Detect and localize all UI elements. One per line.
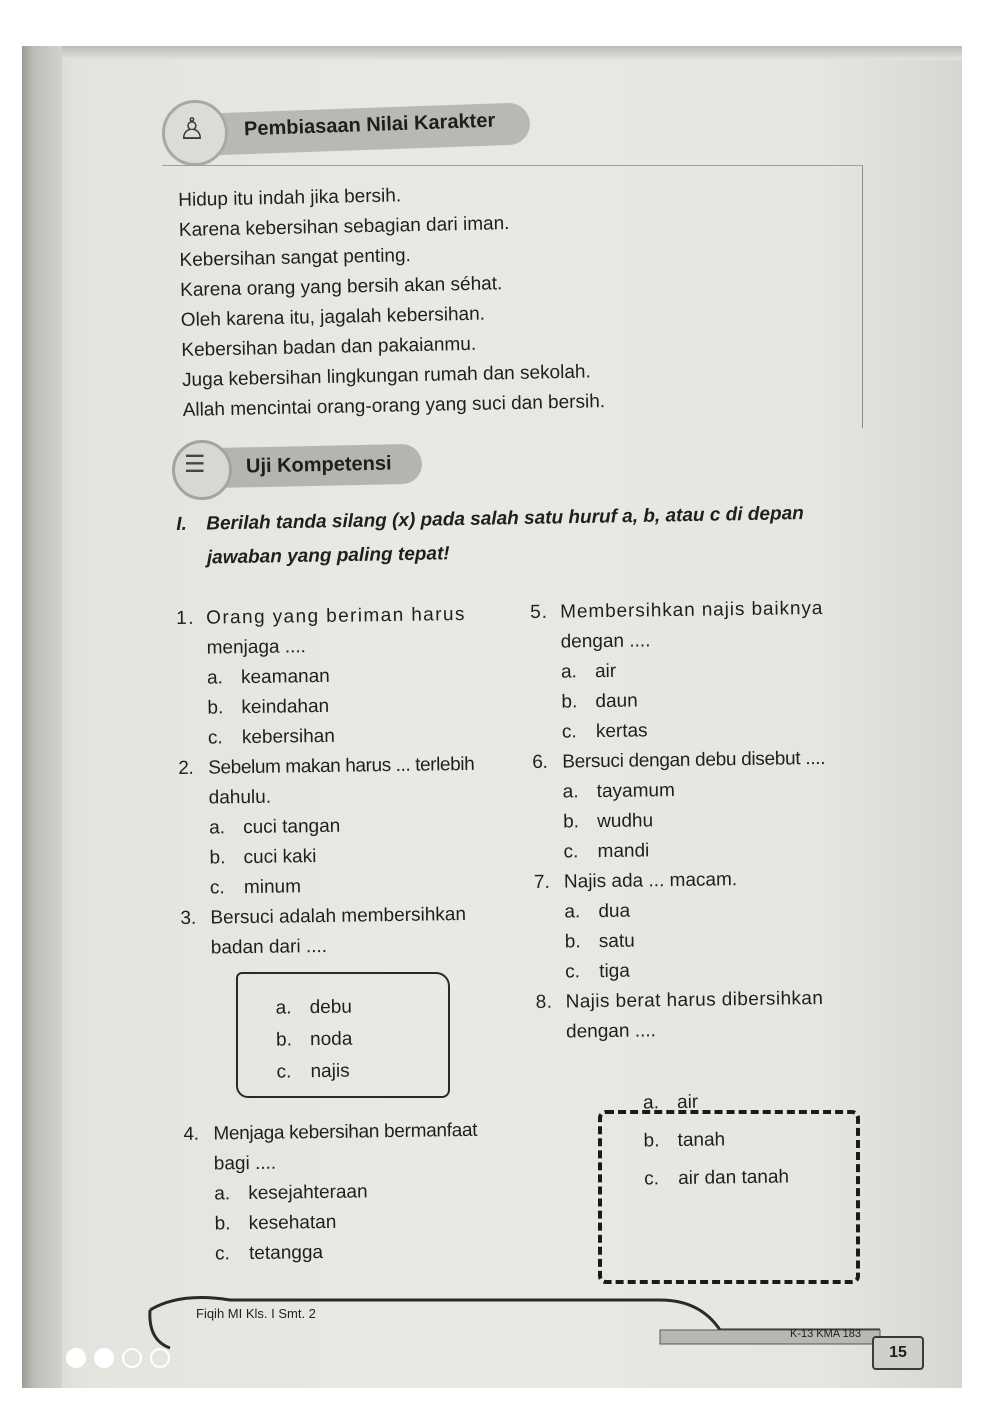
- child-figure-icon: ♙: [178, 113, 206, 146]
- question-text: Bersuci adalah membersihkan: [210, 903, 467, 929]
- question-text-cont: menjaga ....: [206, 636, 307, 659]
- option-a[interactable]: a. air: [642, 1091, 699, 1114]
- option-c[interactable]: c. air dan tanah: [643, 1166, 790, 1190]
- option-c[interactable]: c. tiga: [565, 960, 631, 983]
- question-number: 5.: [530, 601, 549, 623]
- character-line: Karena orang yang bersih akan séhat.: [179, 273, 503, 301]
- book-label: Fiqih MI Kls. I Smt. 2: [196, 1306, 316, 1321]
- option-b[interactable]: b. keindahan: [207, 695, 330, 719]
- option-c[interactable]: c. minum: [209, 876, 302, 899]
- image-pagination: [66, 1348, 170, 1368]
- answer-box-question-3: [236, 972, 450, 1098]
- option-c[interactable]: c. najis: [276, 1060, 350, 1083]
- question-number: 8.: [535, 991, 553, 1013]
- character-lines: [178, 177, 605, 426]
- curriculum-code: K-13 KMA 183: [790, 1328, 861, 1340]
- option-a[interactable]: a. air: [560, 660, 617, 683]
- option-b[interactable]: b. cuci kaki: [209, 846, 317, 869]
- question-number: 2.: [178, 757, 194, 779]
- option-a[interactable]: a. debu: [275, 996, 353, 1019]
- checklist-icon: ☰: [184, 451, 206, 478]
- option-a[interactable]: a. tayamum: [562, 779, 675, 803]
- pagination-dot-active[interactable]: [94, 1348, 114, 1368]
- question-text-cont: dengan ....: [565, 1020, 656, 1043]
- question-number: 6.: [532, 751, 548, 773]
- question-number: 7.: [533, 871, 550, 893]
- section-number: I.: [176, 513, 188, 535]
- competency-title: Uji Kompetensi: [245, 452, 392, 478]
- option-a[interactable]: a. keamanan: [206, 665, 330, 689]
- question-text: Najis ada ... macam.: [563, 869, 738, 893]
- question-number: 3.: [180, 907, 197, 929]
- character-line: Karena kebersihan sebagian dari iman.: [178, 213, 510, 241]
- option-b[interactable]: b. satu: [564, 930, 635, 953]
- instruction-line-2: jawaban yang paling tepat!: [206, 543, 450, 569]
- question-text: Membersihkan najis baiknya: [560, 597, 824, 623]
- answer-box-question-8: [598, 1110, 860, 1284]
- question-7: [534, 863, 906, 988]
- character-line: Juga kebersihan lingkungan rumah dan sekolah.: [181, 361, 591, 391]
- question-4: [183, 1115, 525, 1270]
- question-text: Najis berat harus dibersihkan: [565, 987, 824, 1013]
- question-number: 4.: [183, 1123, 199, 1145]
- question-text-cont: badan dari ....: [210, 935, 328, 959]
- character-line: Hidup itu indah jika bersih.: [178, 185, 402, 211]
- question-text: Bersuci dengan debu disebut ....: [562, 747, 826, 773]
- question-6: [532, 743, 904, 868]
- question-2: [178, 749, 520, 904]
- question-column-left: [176, 599, 525, 1270]
- pagination-dot[interactable]: [150, 1348, 170, 1368]
- character-title: Pembiasaan Nilai Karakter: [243, 109, 496, 141]
- question-text: Sebelum makan harus ... terlebih: [208, 753, 475, 779]
- option-a[interactable]: a. kesejahteraan: [214, 1181, 368, 1205]
- footer-ornament: [140, 1290, 900, 1360]
- option-b[interactable]: b. tanah: [643, 1129, 726, 1152]
- page-top-edge: [62, 46, 962, 60]
- book-spine-shadow: [22, 46, 62, 1388]
- character-line: Kebersihan badan dan pakaianmu.: [181, 333, 477, 361]
- question-text: Orang yang beriman harus: [206, 603, 466, 629]
- question-5: [530, 593, 902, 748]
- instruction: [176, 495, 897, 576]
- pagination-dot-active[interactable]: [66, 1348, 86, 1368]
- option-b[interactable]: b. wudhu: [562, 810, 654, 833]
- page-number: 15: [872, 1336, 924, 1370]
- question-text: Menjaga kebersihan bermanfaat: [213, 1119, 478, 1145]
- option-c[interactable]: c. kertas: [561, 720, 648, 743]
- pagination-dot[interactable]: [122, 1348, 142, 1368]
- question-number: 1.: [176, 607, 196, 629]
- option-a[interactable]: a. dua: [564, 900, 631, 923]
- option-b[interactable]: b. noda: [275, 1028, 353, 1051]
- question-column-right: [530, 593, 908, 1200]
- option-c[interactable]: c. kebersihan: [207, 725, 335, 749]
- option-c[interactable]: c. mandi: [563, 840, 650, 863]
- question-text-cont: dahulu.: [208, 786, 272, 809]
- question-1: [176, 599, 518, 754]
- character-line: Oleh karena itu, jagalah kebersihan.: [180, 303, 486, 331]
- option-b[interactable]: b. kesehatan: [214, 1211, 337, 1235]
- option-b[interactable]: b. daun: [561, 690, 638, 713]
- option-c[interactable]: c. tetangga: [214, 1242, 324, 1265]
- instruction-line-1: Berilah tanda silang (x) pada salah satu huruf a, b, atau c di depan: [206, 503, 804, 535]
- character-line: Kebersihan sangat penting.: [179, 245, 412, 271]
- question-text-cont: dengan ....: [560, 630, 651, 653]
- character-line: Allah mencintai orang-orang yang suci dan bersih.: [182, 391, 606, 421]
- option-a[interactable]: a. cuci tangan: [208, 815, 341, 839]
- question-text-cont: bagi ....: [213, 1152, 277, 1175]
